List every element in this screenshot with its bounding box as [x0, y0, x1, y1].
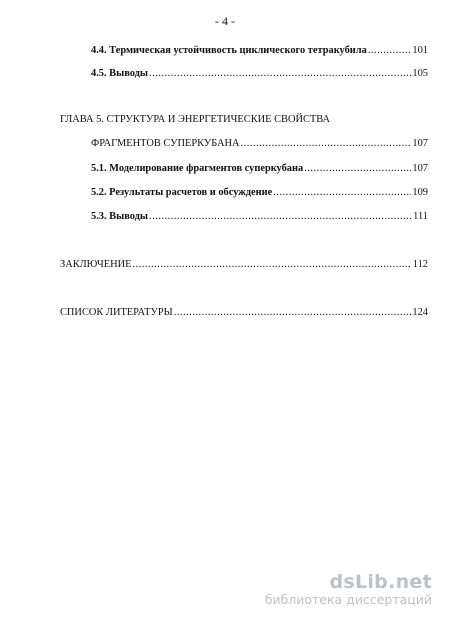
toc-entry-title: 4.4. Термическая устойчивость циклического тетракубила	[91, 45, 367, 56]
toc-entry-5-2[interactable]	[91, 186, 428, 199]
toc-entry-page: 112	[412, 259, 428, 270]
toc-entry-title: 5.2. Результаты расчетов и обсуждение	[91, 187, 273, 198]
toc-entry-title: ФРАГМЕНТОВ СУПЕРКУБАНА	[91, 138, 240, 149]
dot-leader	[273, 186, 411, 199]
toc-entry-page: 105	[412, 68, 428, 79]
toc-entry-conclusion[interactable]	[60, 258, 428, 271]
watermark-logo: dsLib.net	[329, 571, 432, 593]
dot-leader	[174, 306, 412, 319]
toc-entry-page: 107	[412, 138, 428, 149]
toc-entry-page: 111	[413, 211, 428, 222]
toc-entry-page: 101	[412, 45, 428, 56]
dot-leader	[304, 162, 411, 175]
dot-leader	[368, 44, 412, 57]
toc-entry-4-4[interactable]	[91, 44, 428, 57]
toc-entry-bibliography[interactable]	[60, 306, 428, 319]
toc-entry-page: 109	[412, 187, 428, 198]
chapter-5-heading[interactable]: ГЛАВА 5. СТРУКТУРА И ЭНЕРГЕТИЧЕСКИЕ СВОЙСТВА	[60, 114, 331, 125]
toc-entry-page: 124	[412, 307, 428, 318]
toc-entry-title: 5.3. Выводы	[91, 211, 149, 222]
watermark	[265, 572, 432, 607]
toc-entry-page: 107	[412, 163, 428, 174]
dot-leader	[149, 67, 411, 80]
toc-entry-title: СПИСОК ЛИТЕРАТУРЫ	[60, 307, 173, 318]
toc-entry-5-3[interactable]	[91, 210, 428, 223]
toc-entry-title: 5.1. Моделирование фрагментов суперкубана	[91, 163, 304, 174]
watermark-tagline: библиотека диссертаций	[264, 592, 432, 607]
dot-leader	[149, 210, 412, 223]
toc-entry-chapter-5[interactable]	[91, 137, 428, 150]
toc-entry-title: ЗАКЛЮЧЕНИЕ	[60, 259, 132, 270]
toc-entry-title: 4.5. Выводы	[91, 68, 149, 79]
toc-entry-5-1[interactable]	[91, 162, 428, 175]
toc-entry-4-5[interactable]	[91, 67, 428, 80]
dot-leader	[132, 258, 411, 271]
page-number: - 4 -	[215, 14, 235, 28]
dot-leader	[241, 137, 412, 150]
